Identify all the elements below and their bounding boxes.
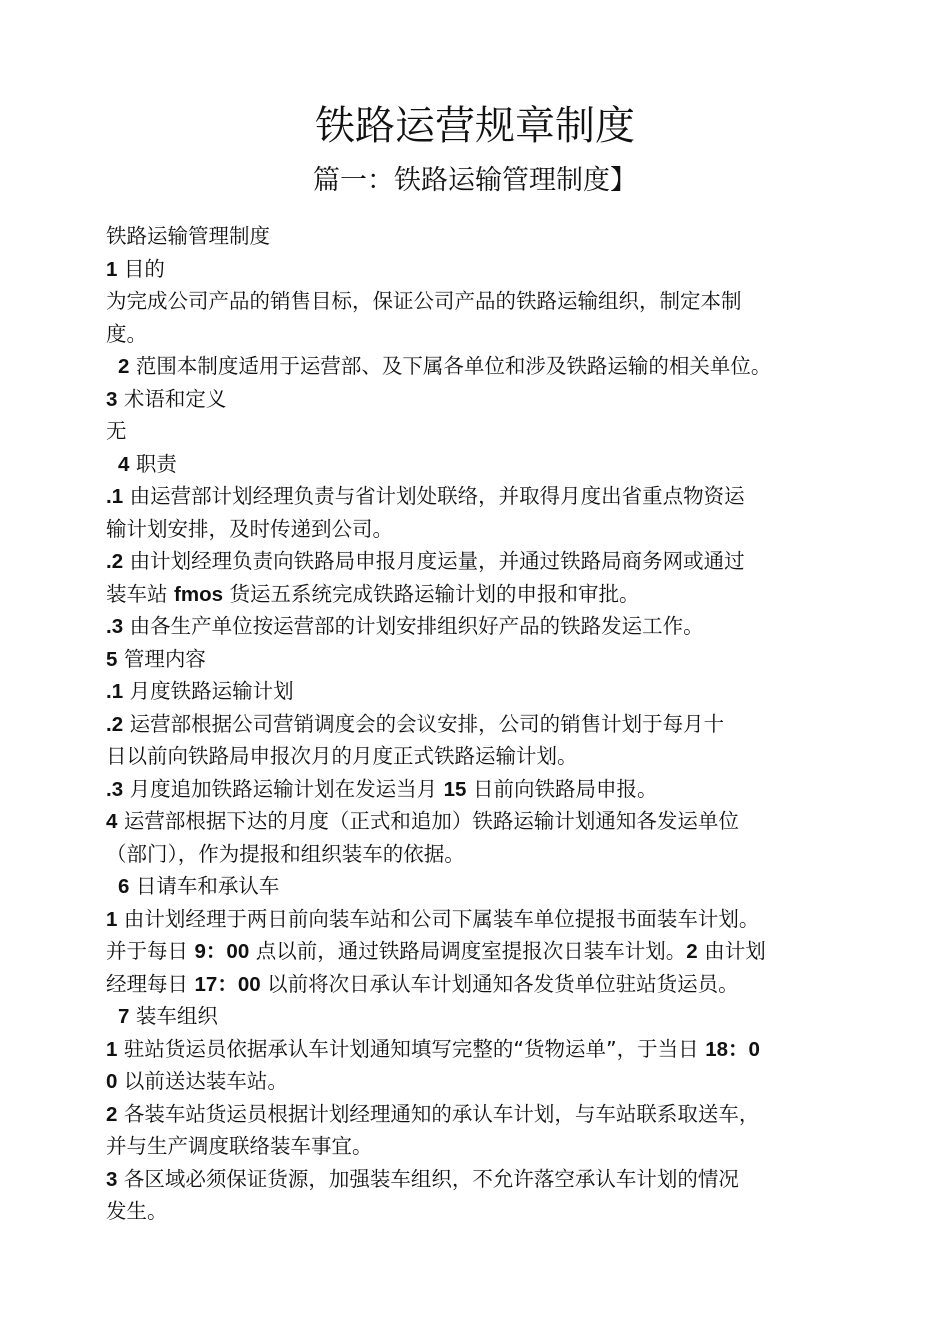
text-segment: 驻站货运员依据承认车计划通知填写完整的“货物运单”，于当日 bbox=[117, 1036, 706, 1061]
bold-segment: 4 bbox=[118, 452, 130, 476]
bold-segment: 17：00 bbox=[194, 972, 261, 996]
text-line bbox=[106, 675, 866, 708]
text-segment: 由计划经理负责向铁路局申报月度运量，并通过铁路局商务网或通过 bbox=[123, 549, 745, 573]
document-body bbox=[106, 220, 866, 1228]
text-segment: 发生。 bbox=[106, 1199, 168, 1223]
text-segment: 日以前向铁路局申报次月的月度正式铁路运输计划。 bbox=[106, 744, 578, 768]
bold-segment: 3 bbox=[106, 1167, 118, 1191]
text-line bbox=[106, 350, 866, 383]
text-line bbox=[106, 415, 866, 448]
text-segment: 目的 bbox=[117, 256, 165, 281]
text-line bbox=[106, 253, 866, 286]
document-title: 铁路运营规章制度 bbox=[315, 103, 635, 149]
text-segment: 以前将次日承认车计划通知各发货单位驻站货运员。 bbox=[260, 971, 739, 996]
bold-segment: .1 bbox=[106, 680, 124, 703]
text-line bbox=[106, 578, 866, 611]
bold-segment: .2 bbox=[106, 712, 124, 736]
text-segment: 经理每日 bbox=[106, 971, 195, 996]
text-line bbox=[106, 1000, 866, 1033]
text-segment: 度。 bbox=[106, 321, 147, 346]
document-subtitle: 篇一：铁路运输管理制度】 bbox=[313, 165, 637, 196]
text-line bbox=[106, 285, 866, 318]
bold-segment: 5 bbox=[106, 647, 118, 671]
text-segment: 术语和定义 bbox=[117, 386, 227, 411]
text-segment: 管理内容 bbox=[117, 646, 206, 671]
text-line bbox=[106, 1195, 866, 1228]
text-segment: 职责 bbox=[129, 451, 177, 476]
bold-segment: 1 bbox=[106, 907, 118, 931]
bold-segment: 0 bbox=[106, 1070, 118, 1093]
bold-segment: 4 bbox=[106, 810, 118, 833]
text-line bbox=[106, 773, 866, 806]
text-segment: 以前送达装车站。 bbox=[117, 1069, 288, 1093]
text-line bbox=[106, 708, 866, 741]
text-line bbox=[106, 545, 866, 578]
text-segment: 铁路运输管理制度 bbox=[106, 224, 270, 248]
text-line bbox=[106, 935, 866, 968]
text-segment: 各区域必须保证货源，加强装车组织，不允许落空承认车计划的情况 bbox=[117, 1166, 739, 1191]
text-line bbox=[106, 805, 866, 838]
text-line bbox=[106, 480, 866, 513]
bold-segment: .2 bbox=[106, 550, 124, 573]
bold-segment: 1 bbox=[106, 1037, 118, 1061]
text-line bbox=[106, 610, 866, 643]
text-line bbox=[106, 1033, 866, 1066]
text-segment: 装车组织 bbox=[129, 1004, 218, 1028]
text-line bbox=[106, 903, 866, 936]
text-segment: 货运五系统完成铁路运输计划的申报和审批。 bbox=[223, 581, 640, 606]
bold-segment: 6 bbox=[118, 875, 130, 898]
bold-segment: 15 bbox=[443, 777, 467, 801]
text-segment: 并与生产调度联络装车事宜。 bbox=[106, 1134, 373, 1158]
text-segment: 日请车和承认车 bbox=[129, 874, 280, 898]
text-segment: 点以前，通过铁路局调度室提报次日装车计划。 bbox=[249, 939, 687, 963]
text-segment: 由计划 bbox=[697, 939, 766, 963]
text-line bbox=[106, 838, 866, 871]
text-line bbox=[106, 1163, 866, 1196]
text-line bbox=[106, 870, 866, 903]
text-line bbox=[106, 1065, 866, 1098]
text-segment: 由各生产单位按运营部的计划安排组织好产品的铁路发运工作。 bbox=[123, 614, 704, 638]
text-line bbox=[106, 383, 866, 416]
text-segment: 月度铁路运输计划 bbox=[123, 679, 294, 703]
text-segment: 输计划安排，及时传递到公司。 bbox=[106, 516, 393, 541]
text-segment: 无 bbox=[106, 419, 127, 443]
text-line bbox=[106, 448, 866, 481]
bold-segment: .3 bbox=[106, 777, 124, 801]
bold-segment: 18：0 bbox=[705, 1037, 760, 1061]
text-line bbox=[106, 1130, 866, 1163]
bold-segment: 1 bbox=[106, 257, 118, 281]
text-segment: 日前向铁路局申报。 bbox=[466, 776, 658, 801]
text-line bbox=[106, 220, 866, 253]
text-segment: 为完成公司产品的销售目标，保证公司产品的铁路运输组织，制定本制 bbox=[106, 289, 742, 313]
text-segment: 装车站 bbox=[106, 581, 175, 606]
text-line bbox=[106, 968, 866, 1001]
text-segment: 范围本制度适用于运营部、及下属各单位和涉及铁路运输的相关单位。 bbox=[129, 354, 772, 378]
bold-segment: 9：00 bbox=[194, 940, 250, 963]
bold-segment: 7 bbox=[118, 1005, 130, 1028]
text-segment: 运营部根据下达的月度（正式和追加）铁路运输计划通知各发运单位 bbox=[117, 809, 739, 833]
bold-segment: 2 bbox=[686, 940, 698, 963]
text-line bbox=[106, 643, 866, 676]
text-line bbox=[106, 740, 866, 773]
bold-segment: fmos bbox=[174, 582, 224, 606]
text-segment: 由运营部计划经理负责与省计划处联络，并取得月度出省重点物资运 bbox=[123, 484, 745, 508]
bold-segment: .3 bbox=[106, 615, 124, 638]
text-segment: 各装车站货运员根据计划经理通知的承认车计划，与车站联系取送车， bbox=[117, 1101, 760, 1126]
text-segment: 由计划经理于两日前向装车站和公司下属装车单位提报书面装车计划。 bbox=[117, 906, 760, 931]
text-line bbox=[106, 1098, 866, 1131]
bold-segment: 2 bbox=[118, 355, 130, 378]
text-line bbox=[106, 513, 866, 546]
text-segment: （部门），作为提报和组织装车的依据。 bbox=[106, 841, 465, 866]
text-segment: 月度追加铁路运输计划在发运当月 bbox=[123, 776, 444, 801]
text-line bbox=[106, 318, 866, 351]
bold-segment: 2 bbox=[106, 1102, 118, 1126]
text-segment: 并于每日 bbox=[106, 939, 195, 963]
text-segment: 运营部根据公司营销调度会的会议安排，公司的销售计划于每月十 bbox=[123, 711, 725, 736]
bold-segment: .1 bbox=[106, 485, 124, 508]
bold-segment: 3 bbox=[106, 387, 118, 411]
